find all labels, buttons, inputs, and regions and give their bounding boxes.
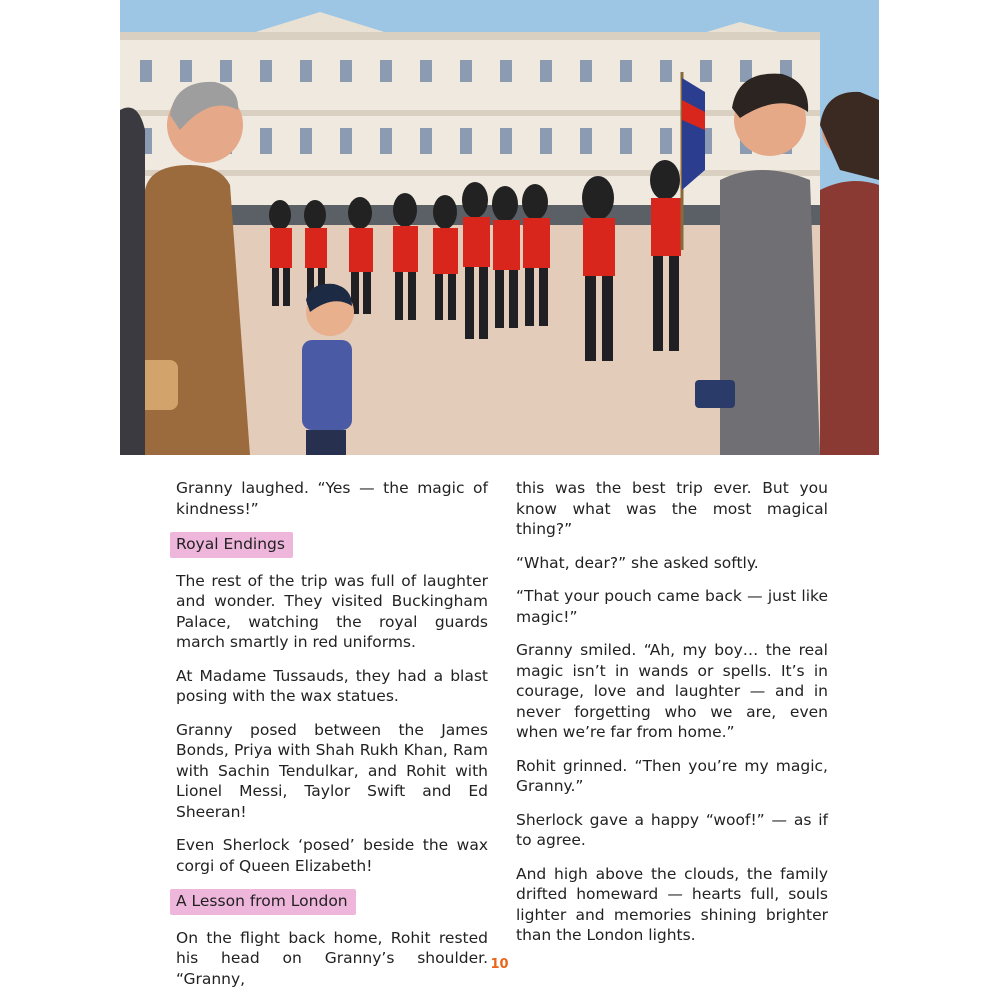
paragraph: “What, dear?” she asked softly. [516,553,759,572]
section-heading-lesson-from-london: A Lesson from London [170,889,356,915]
paragraph: this was the best trip ever. But you know what was the most magical thing?” [516,479,828,538]
paragraph: “That your pouch came back — just like magic!” [516,587,828,626]
page-number: 10 [490,957,509,972]
right-text-column [516,478,828,959]
paragraph: Even Sherlock ‘posed’ beside the wax corgi of Queen Elizabeth! [176,836,488,875]
buckingham-palace-illustration [120,0,879,455]
paragraph: And high above the clouds, the family drifted homeward — hearts full, souls lighter and memories shining brighter than the London lights. [516,864,828,944]
paragraph: Granny laughed. “Yes — the magic of kindness!” [176,479,488,518]
paragraph: Rohit grinned. “Then you’re my magic, Granny.” [516,756,828,795]
mother-figure [820,92,879,455]
paragraph: Granny smiled. “Ah, my boy… the real magic isn’t in wands or spells. It’s in courage, love and laughter — and in never forgetting who we are, even when we’re far from home.” [516,641,828,741]
paragraph: On the flight back home, Rohit rested his head on Granny’s shoulder. “Granny, [176,928,488,988]
bystander-figure [120,108,145,456]
paragraph: The rest of the trip was full of laughter and wonder. They visited Buckingham Palace, watching the royal guards march smartly in red uniforms. [176,571,488,651]
paragraph: Sherlock gave a happy “woof!” — as if to agree. [516,810,828,849]
section-heading-royal-endings: Royal Endings [170,532,293,558]
paragraph: At Madame Tussauds, they had a blast posing with the wax statues. [176,666,488,705]
paragraph: Granny posed between the James Bonds, Priya with Shah Rukh Khan, Ram with Sachin Tendulkar, and Rohit with Lionel Messi, Taylor Swift and Ed Sheeran! [176,720,488,821]
book-page [120,0,879,1000]
left-text-column [176,478,488,1002]
